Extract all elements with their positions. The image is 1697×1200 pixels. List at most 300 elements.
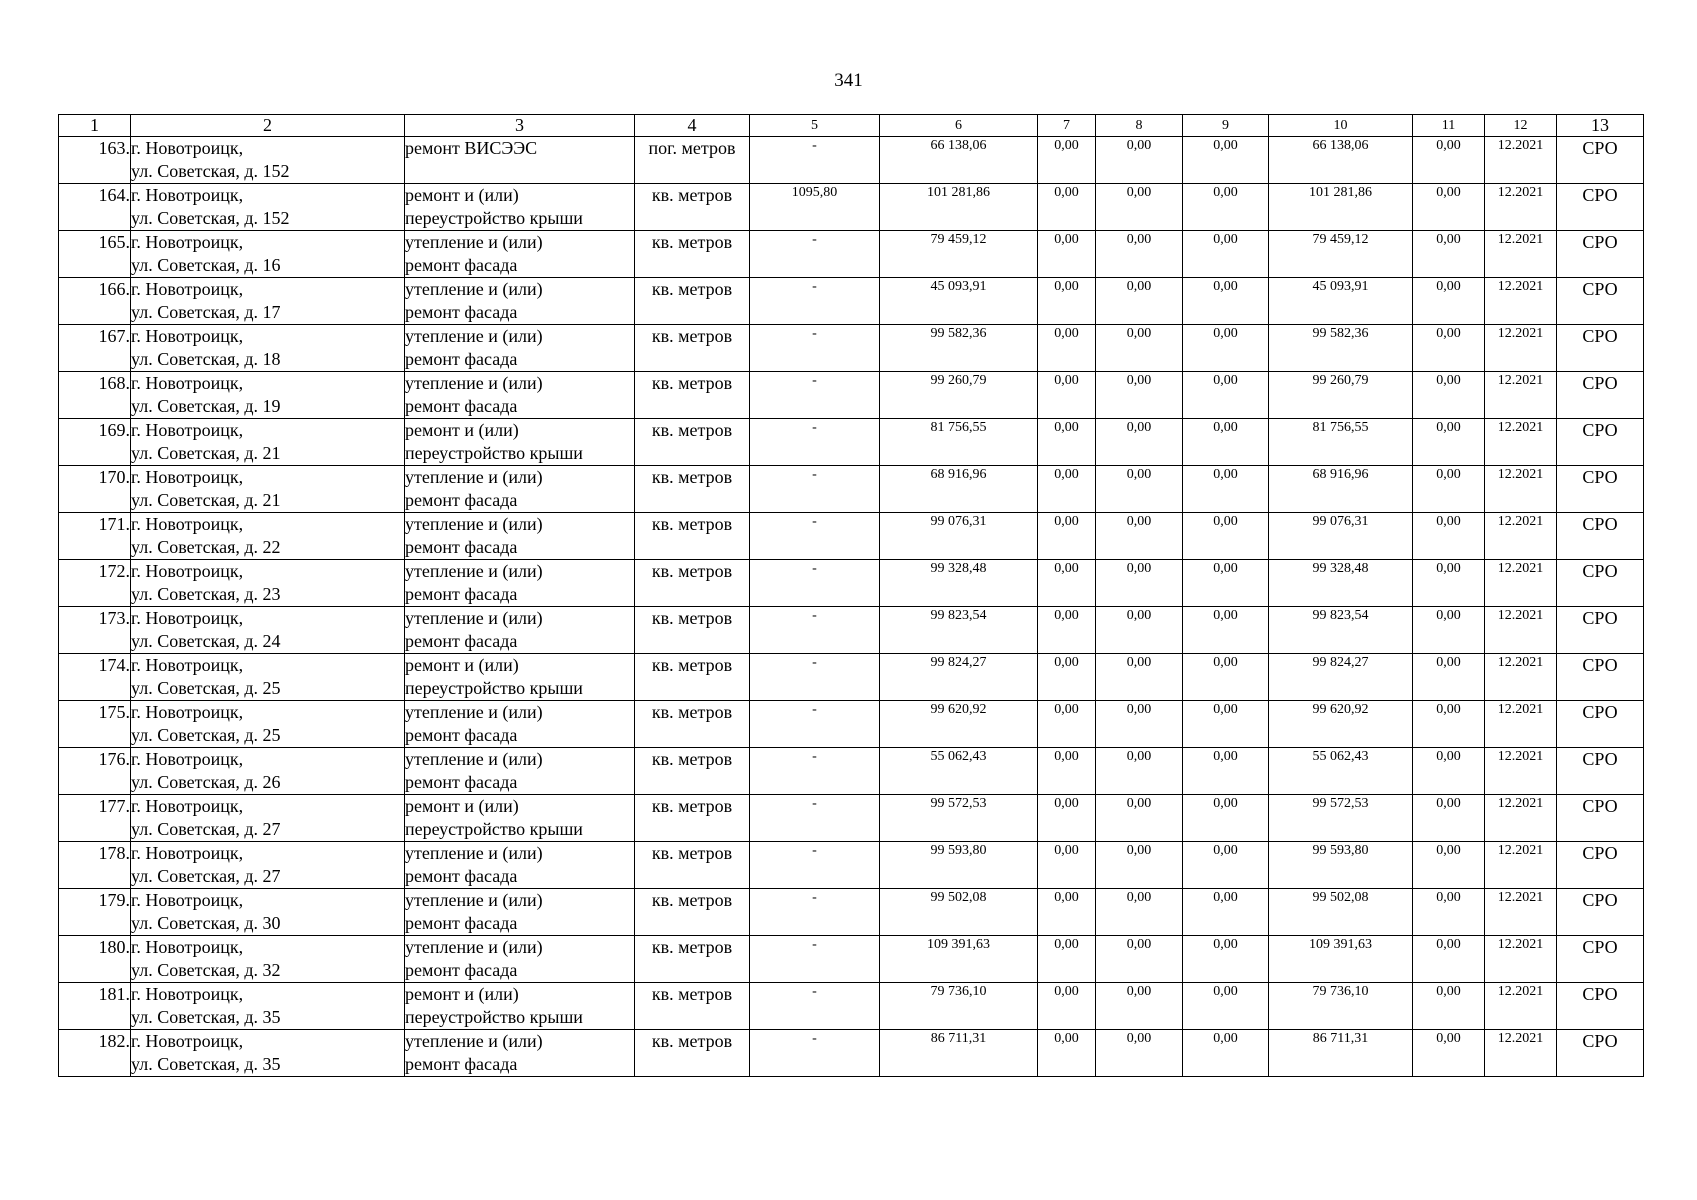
regional-budget-cell: 0,00	[1096, 936, 1183, 983]
address-cell	[131, 889, 405, 936]
unit-cell: кв. метров	[635, 748, 750, 795]
work-type-line1: ремонт и (или)	[405, 796, 519, 816]
fund-cell: 0,00	[1038, 560, 1096, 607]
work-type-line2: ремонт фасада	[405, 725, 518, 745]
method-cell: СРО	[1557, 278, 1644, 325]
unit-cell: кв. метров	[635, 466, 750, 513]
deadline-cell: 12.2021	[1485, 184, 1557, 231]
address-cell	[131, 231, 405, 278]
total-cost-cell: 99 260,79	[880, 372, 1038, 419]
table-row	[59, 936, 1644, 983]
other-funds-cell: 0,00	[1413, 419, 1485, 466]
local-budget-cell: 0,00	[1183, 1030, 1269, 1077]
row-number-text: 179.	[98, 890, 130, 910]
work-type-line2: ремонт фасада	[405, 631, 518, 651]
fund-cell: 0,00	[1038, 325, 1096, 372]
total-cost-cell: 99 502,08	[880, 889, 1038, 936]
volume-cell: -	[750, 889, 880, 936]
owners-funds-cell: 101 281,86	[1269, 184, 1413, 231]
row-number	[59, 748, 131, 795]
row-number	[59, 889, 131, 936]
local-budget-cell: 0,00	[1183, 325, 1269, 372]
work-type-cell	[405, 654, 635, 701]
work-type-line1: ремонт и (или)	[405, 655, 519, 675]
column-header: 4	[635, 115, 750, 137]
work-type-line1: утепление и (или)	[405, 890, 543, 910]
address-city: г. Новотроицк,	[131, 702, 244, 722]
fund-cell: 0,00	[1038, 466, 1096, 513]
work-type-cell	[405, 795, 635, 842]
fund-cell: 0,00	[1038, 1030, 1096, 1077]
total-cost-cell: 99 572,53	[880, 795, 1038, 842]
fund-cell: 0,00	[1038, 372, 1096, 419]
unit-cell: кв. метров	[635, 184, 750, 231]
fund-cell: 0,00	[1038, 137, 1096, 184]
address-city: г. Новотроицк,	[131, 185, 244, 205]
unit-cell: кв. метров	[635, 231, 750, 278]
deadline-cell: 12.2021	[1485, 842, 1557, 889]
owners-funds-cell: 55 062,43	[1269, 748, 1413, 795]
work-type-line1: ремонт и (или)	[405, 185, 519, 205]
table-row	[59, 325, 1644, 372]
table-row	[59, 278, 1644, 325]
owners-funds-cell: 81 756,55	[1269, 419, 1413, 466]
regional-budget-cell: 0,00	[1096, 748, 1183, 795]
regional-budget-cell: 0,00	[1096, 184, 1183, 231]
table-row	[59, 137, 1644, 184]
unit-cell: кв. метров	[635, 701, 750, 748]
work-type-line1: утепление и (или)	[405, 749, 543, 769]
address-cell	[131, 419, 405, 466]
address-city: г. Новотроицк,	[131, 655, 244, 675]
other-funds-cell: 0,00	[1413, 513, 1485, 560]
work-type-line1: утепление и (или)	[405, 561, 543, 581]
other-funds-cell: 0,00	[1413, 936, 1485, 983]
work-type-cell	[405, 419, 635, 466]
volume-cell: -	[750, 325, 880, 372]
row-number-text: 175.	[98, 702, 130, 722]
work-type-line1: утепление и (или)	[405, 608, 543, 628]
method-cell: СРО	[1557, 983, 1644, 1030]
method-cell: СРО	[1557, 889, 1644, 936]
work-type-line2: ремонт фасада	[405, 584, 518, 604]
deadline-cell: 12.2021	[1485, 795, 1557, 842]
local-budget-cell: 0,00	[1183, 889, 1269, 936]
work-type-cell	[405, 983, 635, 1030]
address-city: г. Новотроицк,	[131, 467, 244, 487]
other-funds-cell: 0,00	[1413, 231, 1485, 278]
column-header: 7	[1038, 115, 1096, 137]
work-type-line2: ремонт фасада	[405, 960, 518, 980]
row-number-text: 167.	[98, 326, 130, 346]
method-cell: СРО	[1557, 184, 1644, 231]
address-city: г. Новотроицк,	[131, 890, 244, 910]
other-funds-cell: 0,00	[1413, 466, 1485, 513]
work-type-line1: утепление и (или)	[405, 514, 543, 534]
column-header: 10	[1269, 115, 1413, 137]
regional-budget-cell: 0,00	[1096, 419, 1183, 466]
address-street: ул. Советская, д. 19	[131, 396, 281, 416]
owners-funds-cell: 99 076,31	[1269, 513, 1413, 560]
deadline-cell: 12.2021	[1485, 983, 1557, 1030]
work-type-line1: утепление и (или)	[405, 373, 543, 393]
other-funds-cell: 0,00	[1413, 983, 1485, 1030]
regional-budget-cell: 0,00	[1096, 654, 1183, 701]
regional-budget-cell: 0,00	[1096, 466, 1183, 513]
other-funds-cell: 0,00	[1413, 325, 1485, 372]
work-type-line1: утепление и (или)	[405, 232, 543, 252]
address-street: ул. Советская, д. 22	[131, 537, 281, 557]
row-number	[59, 513, 131, 560]
work-type-cell	[405, 231, 635, 278]
volume-cell: -	[750, 1030, 880, 1077]
volume-cell: -	[750, 466, 880, 513]
address-street: ул. Советская, д. 26	[131, 772, 281, 792]
total-cost-cell: 45 093,91	[880, 278, 1038, 325]
method-cell: СРО	[1557, 842, 1644, 889]
method-cell: СРО	[1557, 1030, 1644, 1077]
regional-budget-cell: 0,00	[1096, 137, 1183, 184]
work-type-line1: утепление и (или)	[405, 326, 543, 346]
page-number: 341	[834, 70, 863, 91]
table-row	[59, 184, 1644, 231]
table-row	[59, 419, 1644, 466]
address-cell	[131, 466, 405, 513]
work-type-line2: ремонт фасада	[405, 396, 518, 416]
work-type-line2: ремонт фасада	[405, 255, 518, 275]
row-number	[59, 936, 131, 983]
work-type-cell	[405, 607, 635, 654]
local-budget-cell: 0,00	[1183, 560, 1269, 607]
address-street: ул. Советская, д. 32	[131, 960, 281, 980]
row-number	[59, 1030, 131, 1077]
address-cell	[131, 1030, 405, 1077]
method-cell: СРО	[1557, 748, 1644, 795]
address-street: ул. Советская, д. 27	[131, 866, 281, 886]
table-row	[59, 889, 1644, 936]
volume-cell: -	[750, 842, 880, 889]
address-cell	[131, 184, 405, 231]
address-city: г. Новотроицк,	[131, 937, 244, 957]
row-number-text: 178.	[98, 843, 130, 863]
fund-cell: 0,00	[1038, 231, 1096, 278]
work-type-line2: переустройство крыши	[405, 208, 583, 228]
total-cost-cell: 68 916,96	[880, 466, 1038, 513]
deadline-cell: 12.2021	[1485, 137, 1557, 184]
total-cost-cell: 66 138,06	[880, 137, 1038, 184]
method-cell: СРО	[1557, 654, 1644, 701]
work-type-cell	[405, 184, 635, 231]
row-number	[59, 560, 131, 607]
work-type-line1: ремонт и (или)	[405, 984, 519, 1004]
address-cell	[131, 936, 405, 983]
other-funds-cell: 0,00	[1413, 654, 1485, 701]
row-number	[59, 372, 131, 419]
local-budget-cell: 0,00	[1183, 278, 1269, 325]
fund-cell: 0,00	[1038, 936, 1096, 983]
address-city: г. Новотроицк,	[131, 984, 244, 1004]
deadline-cell: 12.2021	[1485, 231, 1557, 278]
row-number	[59, 278, 131, 325]
address-street: ул. Советская, д. 30	[131, 913, 281, 933]
column-header: 9	[1183, 115, 1269, 137]
work-type-cell	[405, 278, 635, 325]
work-type-cell	[405, 137, 635, 184]
fund-cell: 0,00	[1038, 278, 1096, 325]
unit-cell: кв. метров	[635, 795, 750, 842]
address-city: г. Новотроицк,	[131, 561, 244, 581]
row-number	[59, 137, 131, 184]
unit-cell: кв. метров	[635, 889, 750, 936]
local-budget-cell: 0,00	[1183, 607, 1269, 654]
other-funds-cell: 0,00	[1413, 842, 1485, 889]
volume-cell: 1095,80	[750, 184, 880, 231]
total-cost-cell: 99 582,36	[880, 325, 1038, 372]
owners-funds-cell: 99 824,27	[1269, 654, 1413, 701]
fund-cell: 0,00	[1038, 513, 1096, 560]
work-type-cell	[405, 842, 635, 889]
column-header: 8	[1096, 115, 1183, 137]
table-row	[59, 1030, 1644, 1077]
work-type-line1: утепление и (или)	[405, 702, 543, 722]
work-type-line2: переустройство крыши	[405, 1007, 583, 1027]
address-street: ул. Советская, д. 17	[131, 302, 281, 322]
work-type-line2: переустройство крыши	[405, 819, 583, 839]
deadline-cell: 12.2021	[1485, 607, 1557, 654]
row-number	[59, 231, 131, 278]
unit-cell: кв. метров	[635, 654, 750, 701]
unit-cell: кв. метров	[635, 372, 750, 419]
column-header: 2	[131, 115, 405, 137]
column-header: 5	[750, 115, 880, 137]
work-type-line2: ремонт фасада	[405, 913, 518, 933]
total-cost-cell: 79 736,10	[880, 983, 1038, 1030]
regional-budget-cell: 0,00	[1096, 372, 1183, 419]
local-budget-cell: 0,00	[1183, 983, 1269, 1030]
table-row	[59, 513, 1644, 560]
row-number	[59, 701, 131, 748]
fund-cell: 0,00	[1038, 607, 1096, 654]
address-street: ул. Советская, д. 25	[131, 725, 281, 745]
local-budget-cell: 0,00	[1183, 372, 1269, 419]
row-number-text: 174.	[98, 655, 130, 675]
address-cell	[131, 748, 405, 795]
table-row	[59, 748, 1644, 795]
method-cell: СРО	[1557, 701, 1644, 748]
table-row	[59, 795, 1644, 842]
fund-cell: 0,00	[1038, 889, 1096, 936]
method-cell: СРО	[1557, 513, 1644, 560]
regional-budget-cell: 0,00	[1096, 701, 1183, 748]
volume-cell: -	[750, 748, 880, 795]
address-cell	[131, 701, 405, 748]
table-row	[59, 607, 1644, 654]
method-cell: СРО	[1557, 795, 1644, 842]
row-number	[59, 654, 131, 701]
address-street: ул. Советская, д. 18	[131, 349, 281, 369]
work-type-cell	[405, 701, 635, 748]
regional-budget-cell: 0,00	[1096, 560, 1183, 607]
row-number	[59, 325, 131, 372]
regional-budget-cell: 0,00	[1096, 325, 1183, 372]
owners-funds-cell: 99 502,08	[1269, 889, 1413, 936]
owners-funds-cell: 86 711,31	[1269, 1030, 1413, 1077]
unit-cell: кв. метров	[635, 842, 750, 889]
other-funds-cell: 0,00	[1413, 560, 1485, 607]
row-number-text: 177.	[98, 796, 130, 816]
work-type-line2: ремонт фасада	[405, 302, 518, 322]
address-city: г. Новотроицк,	[131, 279, 244, 299]
owners-funds-cell: 79 736,10	[1269, 983, 1413, 1030]
deadline-cell: 12.2021	[1485, 701, 1557, 748]
work-type-cell	[405, 1030, 635, 1077]
volume-cell: -	[750, 795, 880, 842]
unit-cell: кв. метров	[635, 983, 750, 1030]
method-cell: СРО	[1557, 936, 1644, 983]
table-row	[59, 466, 1644, 513]
regional-budget-cell: 0,00	[1096, 1030, 1183, 1077]
deadline-cell: 12.2021	[1485, 372, 1557, 419]
total-cost-cell: 99 620,92	[880, 701, 1038, 748]
other-funds-cell: 0,00	[1413, 184, 1485, 231]
row-number	[59, 795, 131, 842]
method-cell: СРО	[1557, 325, 1644, 372]
table-row	[59, 842, 1644, 889]
table-row	[59, 701, 1644, 748]
total-cost-cell: 101 281,86	[880, 184, 1038, 231]
unit-cell: кв. метров	[635, 513, 750, 560]
deadline-cell: 12.2021	[1485, 1030, 1557, 1077]
row-number-text: 180.	[98, 937, 130, 957]
row-number-text: 163.	[98, 138, 130, 158]
unit-cell: кв. метров	[635, 560, 750, 607]
other-funds-cell: 0,00	[1413, 795, 1485, 842]
unit-cell: кв. метров	[635, 936, 750, 983]
row-number	[59, 184, 131, 231]
total-cost-cell: 99 593,80	[880, 842, 1038, 889]
address-cell	[131, 842, 405, 889]
deadline-cell: 12.2021	[1485, 654, 1557, 701]
work-type-line2: ремонт фасада	[405, 490, 518, 510]
row-number	[59, 419, 131, 466]
volume-cell: -	[750, 983, 880, 1030]
row-number-text: 169.	[98, 420, 130, 440]
local-budget-cell: 0,00	[1183, 137, 1269, 184]
other-funds-cell: 0,00	[1413, 137, 1485, 184]
work-type-line2: ремонт фасада	[405, 537, 518, 557]
row-number-text: 168.	[98, 373, 130, 393]
total-cost-cell: 99 076,31	[880, 513, 1038, 560]
regional-budget-cell: 0,00	[1096, 278, 1183, 325]
total-cost-cell: 81 756,55	[880, 419, 1038, 466]
work-type-line1: утепление и (или)	[405, 843, 543, 863]
regional-budget-cell: 0,00	[1096, 889, 1183, 936]
local-budget-cell: 0,00	[1183, 466, 1269, 513]
work-type-cell	[405, 513, 635, 560]
method-cell: СРО	[1557, 560, 1644, 607]
fund-cell: 0,00	[1038, 184, 1096, 231]
volume-cell: -	[750, 607, 880, 654]
other-funds-cell: 0,00	[1413, 372, 1485, 419]
table-row	[59, 654, 1644, 701]
owners-funds-cell: 109 391,63	[1269, 936, 1413, 983]
other-funds-cell: 0,00	[1413, 1030, 1485, 1077]
deadline-cell: 12.2021	[1485, 748, 1557, 795]
row-number-text: 181.	[98, 984, 130, 1004]
owners-funds-cell: 66 138,06	[1269, 137, 1413, 184]
address-city: г. Новотроицк,	[131, 420, 244, 440]
table-row	[59, 983, 1644, 1030]
column-header: 13	[1557, 115, 1644, 137]
address-city: г. Новотроицк,	[131, 843, 244, 863]
unit-cell: кв. метров	[635, 1030, 750, 1077]
row-number-text: 173.	[98, 608, 130, 628]
table-row	[59, 372, 1644, 419]
volume-cell: -	[750, 560, 880, 607]
work-type-line2: ремонт фасада	[405, 1054, 518, 1074]
other-funds-cell: 0,00	[1413, 278, 1485, 325]
owners-funds-cell: 45 093,91	[1269, 278, 1413, 325]
column-header: 11	[1413, 115, 1485, 137]
work-type-line1: утепление и (или)	[405, 279, 543, 299]
local-budget-cell: 0,00	[1183, 184, 1269, 231]
row-number-text: 172.	[98, 561, 130, 581]
other-funds-cell: 0,00	[1413, 607, 1485, 654]
volume-cell: -	[750, 513, 880, 560]
address-street: ул. Советская, д. 16	[131, 255, 281, 275]
deadline-cell: 12.2021	[1485, 325, 1557, 372]
fund-cell: 0,00	[1038, 748, 1096, 795]
address-street: ул. Советская, д. 152	[131, 208, 290, 228]
owners-funds-cell: 99 260,79	[1269, 372, 1413, 419]
row-number-text: 164.	[98, 185, 130, 205]
address-city: г. Новотроицк,	[131, 326, 244, 346]
address-street: ул. Советская, д. 21	[131, 443, 281, 463]
local-budget-cell: 0,00	[1183, 419, 1269, 466]
owners-funds-cell: 99 620,92	[1269, 701, 1413, 748]
deadline-cell: 12.2021	[1485, 278, 1557, 325]
owners-funds-cell: 68 916,96	[1269, 466, 1413, 513]
work-type-cell	[405, 936, 635, 983]
deadline-cell: 12.2021	[1485, 513, 1557, 560]
row-number-text: 166.	[98, 279, 130, 299]
address-cell	[131, 795, 405, 842]
address-city: г. Новотроицк,	[131, 138, 244, 158]
address-street: ул. Советская, д. 27	[131, 819, 281, 839]
regional-budget-cell: 0,00	[1096, 607, 1183, 654]
address-cell	[131, 513, 405, 560]
work-type-cell	[405, 889, 635, 936]
address-city: г. Новотроицк,	[131, 1031, 244, 1051]
owners-funds-cell: 99 593,80	[1269, 842, 1413, 889]
deadline-cell: 12.2021	[1485, 419, 1557, 466]
address-cell	[131, 372, 405, 419]
fund-cell: 0,00	[1038, 795, 1096, 842]
row-number	[59, 466, 131, 513]
deadline-cell: 12.2021	[1485, 466, 1557, 513]
row-number-text: 165.	[98, 232, 130, 252]
deadline-cell: 12.2021	[1485, 936, 1557, 983]
method-cell: СРО	[1557, 466, 1644, 513]
unit-cell: пог. метров	[635, 137, 750, 184]
local-budget-cell: 0,00	[1183, 231, 1269, 278]
other-funds-cell: 0,00	[1413, 748, 1485, 795]
address-street: ул. Советская, д. 23	[131, 584, 281, 604]
address-street: ул. Советская, д. 152	[131, 161, 290, 181]
column-header: 12	[1485, 115, 1557, 137]
address-city: г. Новотроицк,	[131, 749, 244, 769]
local-budget-cell: 0,00	[1183, 701, 1269, 748]
